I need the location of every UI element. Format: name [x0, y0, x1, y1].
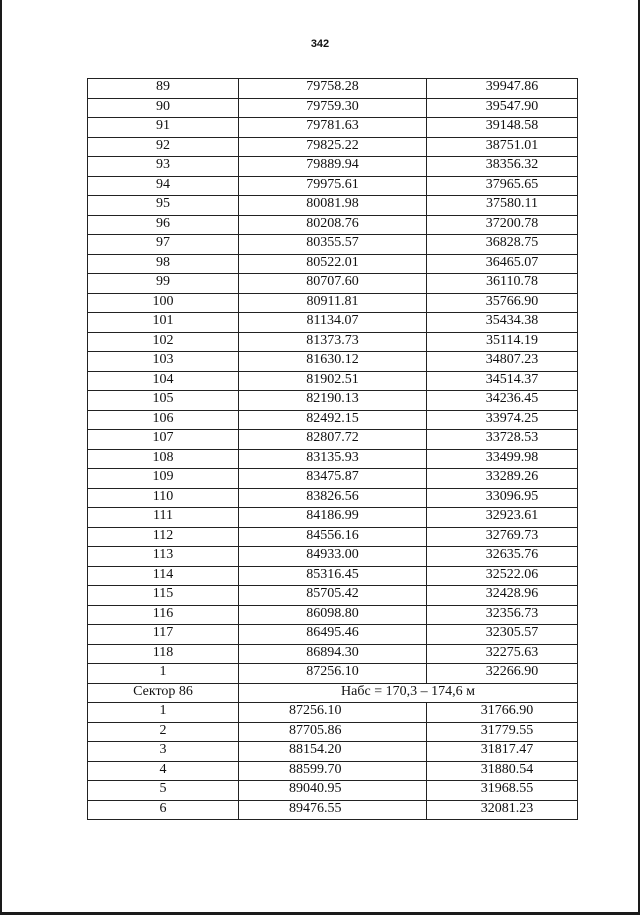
table-row	[88, 625, 578, 645]
table-row	[88, 274, 578, 294]
point-number-cell: 104	[88, 371, 239, 391]
table-row	[88, 137, 578, 157]
x-coordinate-cell: 87256.10	[239, 664, 427, 684]
table-row	[88, 176, 578, 196]
x-coordinate-cell: 81134.07	[239, 313, 427, 333]
y-coordinate-cell: 37965.65	[427, 176, 578, 196]
point-number-cell: 97	[88, 235, 239, 255]
y-coordinate-cell: 32081.23	[427, 800, 578, 820]
x-coordinate-cell: 87256.10	[239, 703, 427, 723]
y-coordinate-cell: 32522.06	[427, 566, 578, 586]
table-row	[88, 332, 578, 352]
point-number-cell: 107	[88, 430, 239, 450]
table-row	[88, 800, 578, 820]
y-coordinate-cell: 37200.78	[427, 215, 578, 235]
table-row	[88, 391, 578, 411]
y-coordinate-cell: 32275.63	[427, 644, 578, 664]
table-row	[88, 313, 578, 333]
x-coordinate-cell: 82492.15	[239, 410, 427, 430]
table-row	[88, 293, 578, 313]
y-coordinate-cell: 36110.78	[427, 274, 578, 294]
point-number-cell: 90	[88, 98, 239, 118]
table-row	[88, 664, 578, 684]
x-coordinate-cell: 87705.86	[239, 722, 427, 742]
page-number: 342	[310, 38, 330, 50]
coordinates-table	[87, 78, 578, 820]
y-coordinate-cell: 32428.96	[427, 586, 578, 606]
x-coordinate-cell: 79758.28	[239, 79, 427, 99]
x-coordinate-cell: 81630.12	[239, 352, 427, 372]
x-coordinate-cell: 82807.72	[239, 430, 427, 450]
y-coordinate-cell: 31817.47	[427, 742, 578, 762]
y-coordinate-cell: 33096.95	[427, 488, 578, 508]
x-coordinate-cell: 89040.95	[239, 781, 427, 801]
y-coordinate-cell: 34236.45	[427, 391, 578, 411]
point-number-cell: 1	[88, 703, 239, 723]
point-number-cell: 114	[88, 566, 239, 586]
point-number-cell: 111	[88, 508, 239, 528]
table-row	[88, 118, 578, 138]
table-row	[88, 430, 578, 450]
x-coordinate-cell: 81902.51	[239, 371, 427, 391]
y-coordinate-cell: 32635.76	[427, 547, 578, 567]
table-row	[88, 742, 578, 762]
y-coordinate-cell: 32266.90	[427, 664, 578, 684]
x-coordinate-cell: 79759.30	[239, 98, 427, 118]
table-row	[88, 508, 578, 528]
table-row	[88, 566, 578, 586]
table-row	[88, 469, 578, 489]
point-number-cell: 94	[88, 176, 239, 196]
x-coordinate-cell: 83135.93	[239, 449, 427, 469]
table-row	[88, 586, 578, 606]
point-number-cell: 105	[88, 391, 239, 411]
y-coordinate-cell: 32923.61	[427, 508, 578, 528]
x-coordinate-cell: 79781.63	[239, 118, 427, 138]
x-coordinate-cell: 88599.70	[239, 761, 427, 781]
point-number-cell: 3	[88, 742, 239, 762]
y-coordinate-cell: 39547.90	[427, 98, 578, 118]
x-coordinate-cell: 79889.94	[239, 157, 427, 177]
x-coordinate-cell: 79975.61	[239, 176, 427, 196]
coordinates-table-body	[88, 79, 578, 820]
y-coordinate-cell: 34514.37	[427, 371, 578, 391]
table-row	[88, 215, 578, 235]
x-coordinate-cell: 80208.76	[239, 215, 427, 235]
point-number-cell: 116	[88, 605, 239, 625]
x-coordinate-cell: 83475.87	[239, 469, 427, 489]
point-number-cell: 115	[88, 586, 239, 606]
sector-height-cell: Набс = 170,3 – 174,6 м	[239, 683, 578, 703]
point-number-cell: 6	[88, 800, 239, 820]
point-number-cell: 103	[88, 352, 239, 372]
y-coordinate-cell: 36828.75	[427, 235, 578, 255]
point-number-cell: 110	[88, 488, 239, 508]
point-number-cell: 96	[88, 215, 239, 235]
x-coordinate-cell: 80707.60	[239, 274, 427, 294]
table-row	[88, 196, 578, 216]
x-coordinate-cell: 80355.57	[239, 235, 427, 255]
x-coordinate-cell: 80081.98	[239, 196, 427, 216]
point-number-cell: 113	[88, 547, 239, 567]
y-coordinate-cell: 34807.23	[427, 352, 578, 372]
y-coordinate-cell: 31779.55	[427, 722, 578, 742]
table-row	[88, 488, 578, 508]
y-coordinate-cell: 35766.90	[427, 293, 578, 313]
table-row	[88, 371, 578, 391]
point-number-cell: 109	[88, 469, 239, 489]
y-coordinate-cell: 38356.32	[427, 157, 578, 177]
y-coordinate-cell: 39148.58	[427, 118, 578, 138]
x-coordinate-cell: 80911.81	[239, 293, 427, 313]
sector-header-row	[88, 683, 578, 703]
table-row	[88, 527, 578, 547]
point-number-cell: 118	[88, 644, 239, 664]
x-coordinate-cell: 84556.16	[239, 527, 427, 547]
point-number-cell: 4	[88, 761, 239, 781]
table-row	[88, 703, 578, 723]
point-number-cell: 1	[88, 664, 239, 684]
y-coordinate-cell: 33974.25	[427, 410, 578, 430]
y-coordinate-cell: 36465.07	[427, 254, 578, 274]
point-number-cell: 112	[88, 527, 239, 547]
x-coordinate-cell: 85705.42	[239, 586, 427, 606]
y-coordinate-cell: 32356.73	[427, 605, 578, 625]
y-coordinate-cell: 33289.26	[427, 469, 578, 489]
table-row	[88, 722, 578, 742]
table-row	[88, 781, 578, 801]
point-number-cell: 95	[88, 196, 239, 216]
x-coordinate-cell: 88154.20	[239, 742, 427, 762]
x-coordinate-cell: 89476.55	[239, 800, 427, 820]
x-coordinate-cell: 83826.56	[239, 488, 427, 508]
x-coordinate-cell: 80522.01	[239, 254, 427, 274]
x-coordinate-cell: 86894.30	[239, 644, 427, 664]
y-coordinate-cell: 33728.53	[427, 430, 578, 450]
x-coordinate-cell: 85316.45	[239, 566, 427, 586]
table-row	[88, 761, 578, 781]
y-coordinate-cell: 31968.55	[427, 781, 578, 801]
point-number-cell: 5	[88, 781, 239, 801]
x-coordinate-cell: 82190.13	[239, 391, 427, 411]
point-number-cell: 93	[88, 157, 239, 177]
y-coordinate-cell: 31766.90	[427, 703, 578, 723]
point-number-cell: 106	[88, 410, 239, 430]
point-number-cell: 92	[88, 137, 239, 157]
point-number-cell: 89	[88, 79, 239, 99]
point-number-cell: 99	[88, 274, 239, 294]
table-row	[88, 157, 578, 177]
x-coordinate-cell: 79825.22	[239, 137, 427, 157]
point-number-cell: 117	[88, 625, 239, 645]
point-number-cell: 91	[88, 118, 239, 138]
table-row	[88, 605, 578, 625]
y-coordinate-cell: 33499.98	[427, 449, 578, 469]
y-coordinate-cell: 32305.57	[427, 625, 578, 645]
table-row	[88, 644, 578, 664]
y-coordinate-cell: 37580.11	[427, 196, 578, 216]
y-coordinate-cell: 38751.01	[427, 137, 578, 157]
point-number-cell: 98	[88, 254, 239, 274]
y-coordinate-cell: 31880.54	[427, 761, 578, 781]
point-number-cell: 101	[88, 313, 239, 333]
point-number-cell: 100	[88, 293, 239, 313]
table-row	[88, 98, 578, 118]
x-coordinate-cell: 86495.46	[239, 625, 427, 645]
x-coordinate-cell: 84933.00	[239, 547, 427, 567]
y-coordinate-cell: 39947.86	[427, 79, 578, 99]
y-coordinate-cell: 35434.38	[427, 313, 578, 333]
x-coordinate-cell: 81373.73	[239, 332, 427, 352]
point-number-cell: 102	[88, 332, 239, 352]
table-row	[88, 547, 578, 567]
table-row	[88, 410, 578, 430]
table-row	[88, 79, 578, 99]
x-coordinate-cell: 86098.80	[239, 605, 427, 625]
point-number-cell: 2	[88, 722, 239, 742]
point-number-cell: 108	[88, 449, 239, 469]
table-row	[88, 254, 578, 274]
table-row	[88, 352, 578, 372]
x-coordinate-cell: 84186.99	[239, 508, 427, 528]
y-coordinate-cell: 32769.73	[427, 527, 578, 547]
y-coordinate-cell: 35114.19	[427, 332, 578, 352]
sector-label-cell: Сектор 86	[88, 683, 239, 703]
table-row	[88, 449, 578, 469]
table-row	[88, 235, 578, 255]
